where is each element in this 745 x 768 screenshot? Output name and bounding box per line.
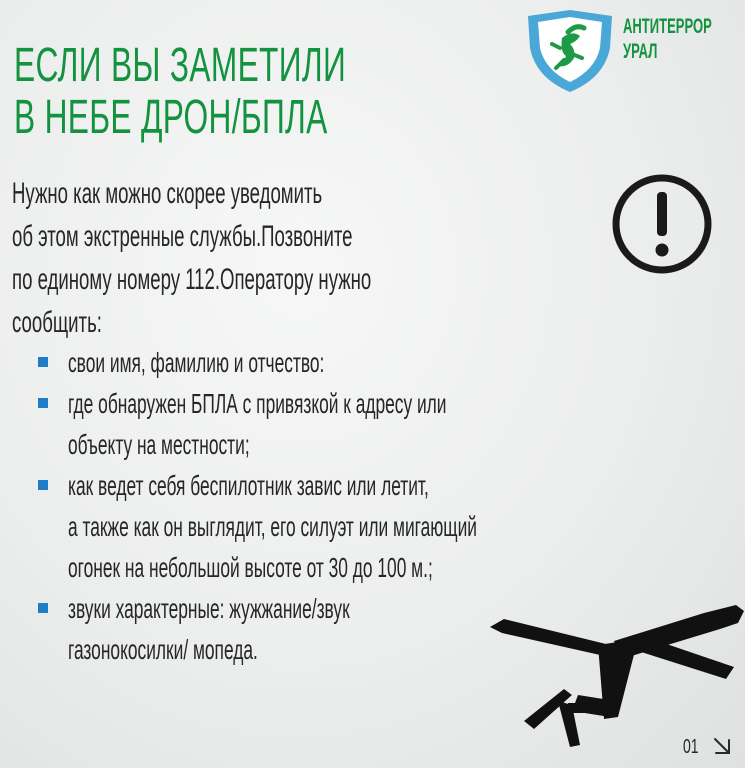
bullet-square-icon [38, 603, 48, 613]
intro-line: по единому номеру 112.Оператору нужно [12, 263, 372, 296]
list-item [38, 465, 728, 588]
arrow-down-right-icon [712, 736, 732, 756]
logo-line-2: УРАЛ [623, 40, 658, 63]
exclamation-circle-icon [610, 172, 714, 276]
title-line-2: В НЕБЕ ДРОН/БПЛА [14, 91, 328, 144]
page-title [14, 40, 517, 144]
list-item-line: газонокосилки/ мопеда. [68, 634, 258, 665]
title-line-1: ЕСЛИ ВЫ ЗАМЕТИЛИ [14, 39, 347, 92]
list-item-line: как ведет себя беспилотник завис или летит, [68, 470, 429, 501]
list-item [38, 383, 728, 465]
list-item-line: свои имя, фамилию и отчество: [68, 347, 325, 378]
intro-line: сообщить: [12, 306, 102, 339]
list-item-line: где обнаружен БПЛА с привязкой к адресу или [68, 388, 447, 419]
list-item-line: звуки характерные: жужжание/звук [68, 593, 350, 624]
lizard-shield-icon [524, 8, 616, 94]
intro-line: об этом экстренные службы.Позвоните [12, 220, 353, 253]
bullet-square-icon [38, 398, 48, 408]
logo-text [623, 14, 745, 64]
list-item-line: огонек на небольшой высоте от 30 до 100 м.; [68, 552, 433, 583]
intro-paragraph [12, 172, 591, 344]
list-item-line: объекту на местности; [68, 429, 250, 460]
list-item [38, 342, 728, 383]
page-number: 01 [683, 736, 699, 758]
bullet-square-icon [38, 357, 48, 367]
logo-line-1: АНТИТЕРРОР [623, 15, 712, 38]
bullet-square-icon [38, 480, 48, 490]
list-item-line: а также как он выглядит, его силуэт или мигающий [68, 511, 477, 542]
intro-line: Нужно как можно скорее уведомить [12, 177, 323, 210]
